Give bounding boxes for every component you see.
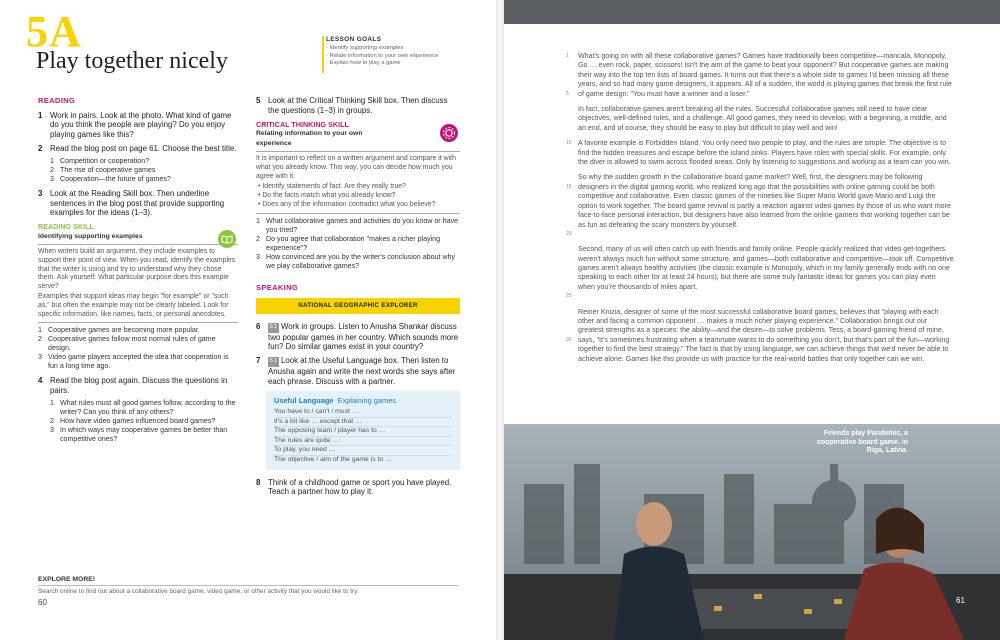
article-paragraph: 10 A favorite example is Forbidden Island. You only need two people to play, and the rules are simple. The objective is to find the hidden treasures and escape before the island sinks. Players have roles with special skills. For example, only the diver is allowed to swim across flooded areas. Only by listening to suggestions and working as a team can you win. bbox=[566, 139, 951, 167]
critical-thinking-subheading: Relating information to your own experience bbox=[256, 130, 363, 147]
line-numbers: 15 20 bbox=[566, 183, 572, 237]
blog-post bbox=[566, 52, 954, 370]
useful-phrase: It's a bit like … except that … bbox=[274, 418, 452, 428]
useful-language-heading: Useful Language Explaining games bbox=[274, 395, 396, 405]
ideas-list bbox=[38, 322, 238, 371]
explorer-banner: NATIONAL GEOGRAPHIC EXPLORER bbox=[256, 298, 460, 314]
article-paragraph: 1 5 What's going on with all these collaborative games? Games have traditionally been competitive—mancala, Monopoly, Go … even rock, paper, scissors! Isn't the aim of the game to beat your opponent? But cooperative games are making their way into the top ten lists of board games. It turns out that there's a whole side to games I'd been missing all these years, and so had many game designers, it appears. All of a sudden, the world is playing games that break the first rule of game design: "You must have a winner and a loser." bbox=[566, 52, 952, 98]
question-2-options bbox=[50, 157, 238, 184]
unit-title: Play together nicely bbox=[36, 48, 228, 74]
useful-phrase: To play, you need … bbox=[274, 446, 452, 456]
idea: 2 Cooperative games follow most normal rules of game design. bbox=[38, 335, 216, 353]
reading-skill-heading: READING SKILL bbox=[38, 222, 94, 232]
option: 1 What rules must all good games follow, according to the writer? Can you think of any others? bbox=[50, 398, 236, 416]
goals-bar bbox=[322, 36, 324, 73]
question-4: 4 Read the blog post again. Discuss the questions in pairs. bbox=[38, 376, 228, 395]
explore-text: Search online to find out about a collaborative board game, video game, or other activity that you would like to try. bbox=[38, 588, 359, 595]
bullet: • Do the facts match what you already know? bbox=[258, 192, 460, 201]
useful-phrase: You have to / can't / must … bbox=[274, 408, 452, 418]
audio-track-icon[interactable]: 5.1 bbox=[268, 357, 279, 367]
lesson-goal: • Explain how to play a game bbox=[326, 60, 476, 68]
option: 3 In which ways may cooperative games be better than competitive ones? bbox=[50, 425, 228, 443]
question-4-options bbox=[50, 399, 238, 444]
option: 3 How convinced are you by the writer's conclusion about why we play collaborative games? bbox=[256, 252, 456, 270]
left-page bbox=[0, 0, 496, 640]
book-spine bbox=[496, 0, 504, 640]
reading-skill-subheading: Identifying supporting examples bbox=[38, 232, 143, 240]
article-paragraph: In fact, collaborative games aren't breaking all the rules. Successful collaborative games still need to have clear objectives, well-defined rules, and a challenge. All good games, they need to develop, with a beginning, a middle, and an end, and of course, they should be easy to play but difficult to play well and win! bbox=[566, 105, 954, 133]
critical-thinking-column bbox=[256, 96, 460, 501]
photo-caption: Friends play Pandemic, a cooperative board game, in Riga, Latvia. bbox=[816, 430, 908, 455]
question-1: 1 Work in pairs. Look at the photo. What kind of game do you think the people are playing? Do you enjoy playing games like this? bbox=[38, 110, 232, 140]
line-numbers: 1 5 bbox=[566, 53, 569, 97]
line-numbers: 30 bbox=[566, 336, 572, 343]
useful-phrase: The objective / aim of the game is to … bbox=[274, 456, 392, 464]
line-numbers bbox=[566, 105, 578, 133]
right-page bbox=[504, 0, 1000, 640]
option: 3 Cooperation—the future of games? bbox=[50, 174, 171, 183]
book-icon bbox=[218, 230, 236, 248]
article-paragraph: 15 20 So why the sudden growth in the collaborative board game market? Well, first, the designers may be following designers in the digital gaming world, who realized long ago that the possibilities with online gaming could be both competitive and collaborative. Even classic games of the nineties like Super Mario World gave Mario and Luigi the option to work together. The board game revival is partly a reaction against video games by those of us who want more face-to-face personal interaction, but designers have also learned from the online gamers that working together can be as fun as defeating the scary monsters by yourself. bbox=[566, 173, 954, 239]
question-8: 8 Think of a childhood game or sport you have played. Teach a partner how to play it. bbox=[256, 477, 452, 497]
bullet: • Identify statements of fact. Are they really true? bbox=[258, 183, 460, 192]
board-game-photo bbox=[504, 424, 1000, 640]
lesson-goals-heading: LESSON GOALS bbox=[326, 36, 382, 43]
critical-thinking-heading: CRITICAL THINKING SKILL bbox=[256, 119, 349, 129]
useful-language-box bbox=[266, 391, 460, 470]
reading-heading: READING bbox=[38, 96, 76, 105]
bullet: • Does any of the information contradict what you believe? bbox=[258, 201, 460, 210]
useful-phrase: The opposing team / player has to … bbox=[274, 427, 452, 437]
page-number-left: 60 bbox=[38, 598, 47, 607]
option: 2 How have video games influenced board games? bbox=[50, 416, 216, 425]
lesson-goal: • Identify supporting examples bbox=[326, 45, 476, 53]
question-7: 7 5.1 Look at the Useful Language box. Then listen to Anusha again and write the next words she says after each phrase. Discuss with a partner. bbox=[256, 356, 456, 386]
critical-thinking-body: It is important to reflect on a written argument and compare it with what you already know. This way, you can decide how much you agree with it. • Identify statements of fact. Are they really true? • Do the facts match what you already know? • Does any of the information contradict what you believe? bbox=[256, 151, 460, 209]
option: 1 What collaborative games and activities do you know or have you tried? bbox=[256, 216, 459, 234]
critical-thinking-box bbox=[256, 120, 460, 210]
unit-number: 5A bbox=[26, 7, 82, 56]
reading-column bbox=[38, 96, 238, 449]
option: 2 The rise of cooperative games bbox=[50, 165, 156, 174]
article-paragraph: 25 Second, many of us will often catch up with friends and family online. People quickly realized that video get-togethers weren't always much fun without some structure, and games—both collaborative and competitive—took off. Competitive games aren't always healthy activities (the classic example is Monopoly, which in my family generally ends with no one speaking to each other for at least 24 hours), but there are some truly fantastic ideas for games you can play even when you're thousands of miles apart. bbox=[566, 245, 954, 301]
page-number-right: 61 bbox=[956, 596, 965, 605]
top-banner bbox=[504, 0, 1000, 24]
option: 2 Do you agree that collaboration "makes a richer playing experience"? bbox=[256, 234, 441, 252]
lesson-goals bbox=[326, 36, 476, 68]
lesson-goal: • Relate information to your own experience bbox=[326, 53, 476, 61]
explore-more bbox=[38, 576, 458, 595]
reading-skill-body: When writers build an argument, they include examples to support their point of view. When you read, identify the examples that the writer is using and try to understand why they chose them. Ask yourself: What particular purpose does this example serve? Examples that support ideas may begin "for example" or "such as," but often the example may not be clearly labeled. Look for specific information, like names, facts, or personal anecdotes. bbox=[38, 244, 238, 319]
audio-track-icon[interactable]: 5.1 bbox=[268, 323, 279, 333]
critical-questions bbox=[256, 213, 460, 271]
option: 1 Competition or cooperation? bbox=[50, 156, 150, 165]
idea: 1 Cooperative games are becoming more popular. bbox=[38, 326, 200, 335]
explore-heading: EXPLORE MORE! bbox=[38, 576, 458, 586]
question-6: 6 5.1 Work in groups. Listen to Anusha Shankar discuss two popular games in her country. Which sounds more fun? Do similar games exist in your country? bbox=[256, 321, 459, 352]
question-3: 3 Look at the Reading Skill box. Then underline sentences in the blog post that provide supporting examples for the ideas (1–3). bbox=[38, 188, 225, 218]
reading-skill-box bbox=[38, 222, 238, 319]
idea: 3 Video game players accepted the idea that cooperation is fun a long time ago. bbox=[38, 353, 229, 371]
speaking-heading: SPEAKING bbox=[256, 282, 299, 292]
line-numbers: 10 bbox=[566, 140, 572, 147]
gear-icon bbox=[440, 124, 458, 142]
question-2: 2 Read the blog post on page 61. Choose the best title. bbox=[38, 143, 237, 153]
article-paragraph: 30 Reiner Knizia, designer of some of the most successful collaborative board games, believes that "playing with each other and facing a common opponent … makes a much richer playing experience." Collaboration brings out our greatest strengths as a species: the ability—and the desire—to solve problems. Tess, a board-gaming friend of mine, says, "It's sometimes frustrating when a teammate wants to do something you don't, but that's part of the fun—working together to find the best strategy." The fact is that by using language, we can achieve things that we'd never be able to achieve alone. Games like this provide us with practice for the real-world battles that only together can we win. bbox=[566, 307, 950, 363]
critical-bullets bbox=[258, 183, 460, 209]
useful-phrase: The rules are quite … bbox=[274, 437, 452, 447]
line-numbers: 25 bbox=[566, 293, 572, 300]
question-5: 5 Look at the Critical Thinking Skill box. Then discuss the questions (1–3) in groups. bbox=[256, 96, 448, 115]
